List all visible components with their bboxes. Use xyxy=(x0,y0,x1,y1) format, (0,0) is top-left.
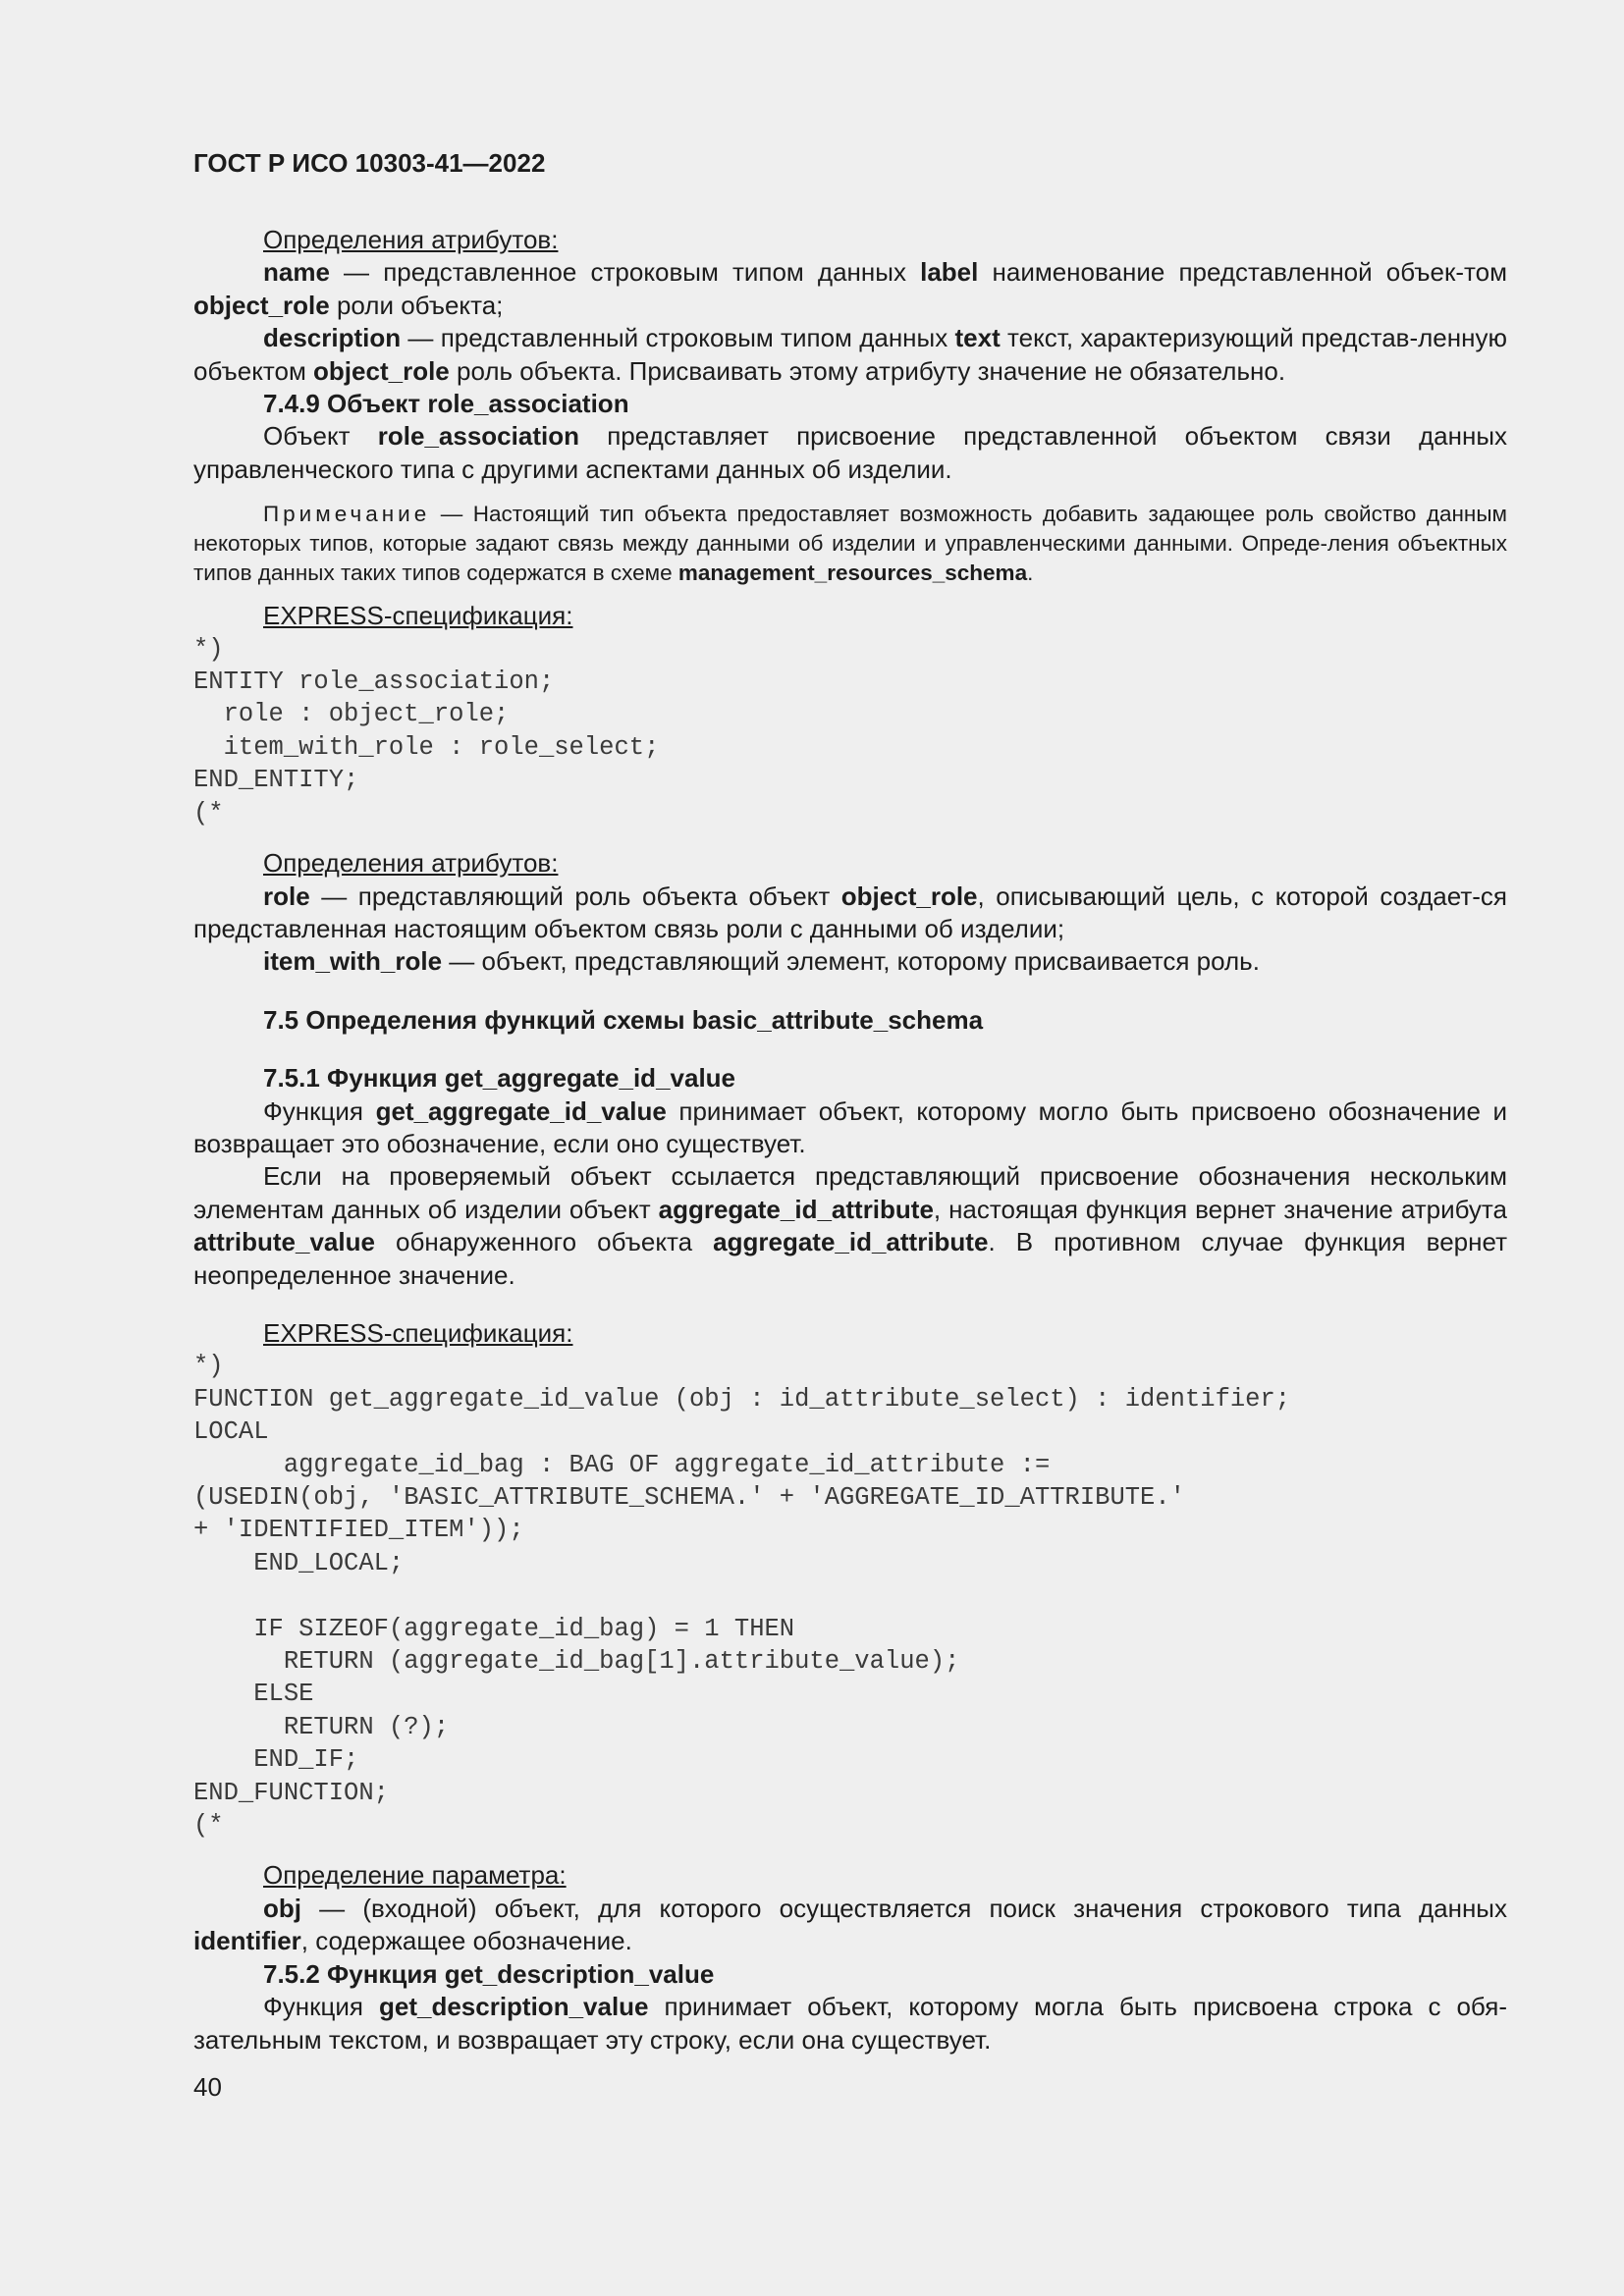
function-description-paragraph-2: Функция get_description_value принимает объект, которому могла быть присвоена строка с обя-зательным текстом, и возвращает эту строку, если она существует. xyxy=(193,1992,1507,2055)
attr-description-definition: description — представленный строковым типом данных text текст, характеризующий представ-ленную объектом object_role роль объекта. Присваивать этому атрибуту значение не обязательно. xyxy=(193,323,1507,386)
attr-role-definition: role — представляющий роль объекта объект object_role, описывающий цель, с которой создает-ся представленная настоящим объектом связь роли с данными об изделии; xyxy=(193,881,1508,943)
attr-name-definition: name — представленное строковым типом данных label наименование представленной объек-том object_role роли объекта; xyxy=(193,257,1507,320)
express-code-entity: *) ENTITY role_association; role : object_role; item_with_role : role_select; END_ENTITY; (* xyxy=(193,634,660,828)
parameter-definition-heading: Определение параметра: xyxy=(263,1860,567,1891)
express-code-function: *) FUNCTION get_aggregate_id_value (obj : id_attribute_select) : identifier; LOCAL aggregate_id_bag : BAG OF aggregate_id_attribute := (USEDIN(obj, 'BASIC_ATTRIBUTE_SCHEMA.' + 'AGGREGATE_ID_ATTRIBUTE.' + 'IDENTIFIED_ITEM')); END_LOCAL; IF SIZEOF(aggregate_id_bag) = 1 THEN RETURN (aggregate_id_bag[1].attribute_value); ELSE RETURN (?); END_IF; END_FUNCTION; (* xyxy=(193,1352,1291,1841)
express-spec-heading-2: EXPRESS-спецификация: xyxy=(263,1317,573,1348)
page-number: 40 xyxy=(193,2072,222,2102)
parameter-obj-definition: obj — (входной) объект, для которого осуществляется поиск значения строкового типа данных identifier, содержащее обозначение. xyxy=(193,1893,1507,1956)
section-heading-751: 7.5.1 Функция get_aggregate_id_value xyxy=(263,1063,736,1094)
express-spec-heading: EXPRESS-спецификация: xyxy=(263,601,573,631)
role-association-paragraph: Объект role_association представляет присвоение представленной объектом связи данных управленческого типа с другими аспектами данных об изделии. xyxy=(193,421,1508,484)
attr-item-with-role-definition: item_with_role — объект, представляющий элемент, которому присваивается роль. xyxy=(263,946,1260,977)
function-description-paragraph: Функция get_aggregate_id_value принимает объект, которому могло быть присвоено обозначение и возвращает это обозначение, если оно существует. xyxy=(193,1095,1507,1158)
document-page xyxy=(193,145,1507,2056)
section-heading-749: 7.4.9 Объект role_association xyxy=(263,389,629,419)
attr-definitions-heading: Определения атрибутов: xyxy=(263,225,559,254)
standard-designation: ГОСТ Р ИСО 10303-41—2022 xyxy=(193,148,546,178)
function-behaviour-paragraph: Если на проверяемый объект ссылается представляющий присвоение обозначения нескольким элементам данных об изделии объект aggregate_id_attribute, настоящая функция вернет значение атрибута attribute_value обнаруженного объекта aggregate_id_attribute. В противном случае функция вернет неопределенное значение. xyxy=(193,1161,1507,1290)
section-heading-752: 7.5.2 Функция get_description_value xyxy=(263,1958,715,1989)
section-heading-75: 7.5 Определения функций схемы basic_attribute_schema xyxy=(263,1004,984,1035)
attr-definitions-heading-2: Определения атрибутов: xyxy=(263,848,559,879)
note-paragraph: Примечание — Настоящий тип объекта предоставляет возможность добавить задающее роль свойство данным некоторых типов, которые задают связь между данными об изделии и управленческими данными. Опреде-ления объектных типов данных таких типов содержатся в схеме management_resources_schema. xyxy=(193,502,1507,586)
